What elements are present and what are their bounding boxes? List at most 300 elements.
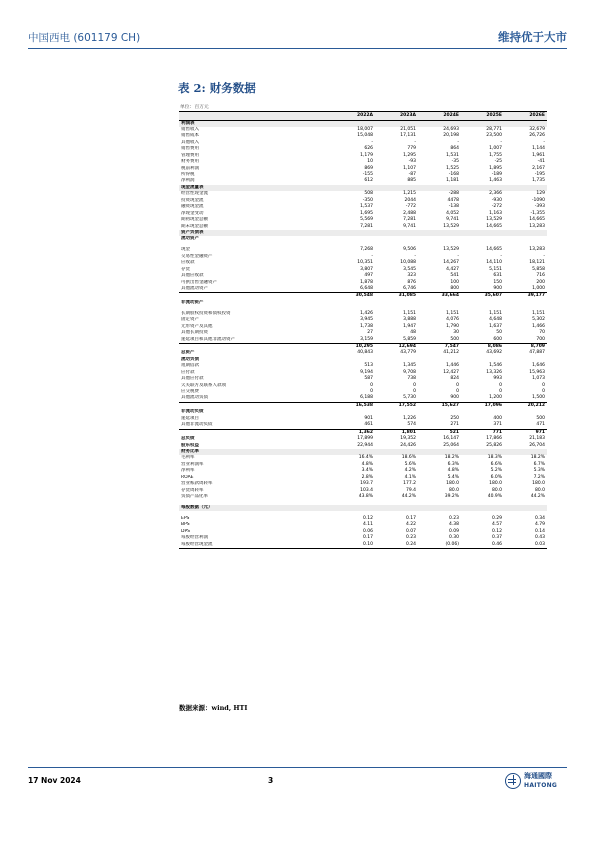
value-cell: 15,048 xyxy=(357,133,373,139)
value-cell: 4.8% xyxy=(361,461,373,467)
value-cell: 1,695 xyxy=(360,210,373,216)
value-cell: 10,088 xyxy=(400,260,416,266)
value-cell: 885 xyxy=(407,178,416,184)
value-cell: 0.29 xyxy=(491,515,502,521)
row-label: 应付款 xyxy=(181,369,195,375)
value-cell: 3,807 xyxy=(360,266,373,272)
value-cell: 3.4% xyxy=(361,468,373,474)
value-cell: 3,545 xyxy=(403,266,416,272)
header-cell: 2026E xyxy=(529,113,545,118)
row-label: 其他应付款 xyxy=(181,376,204,382)
value-cell: 25,064 xyxy=(443,442,459,448)
row-label: 递延项目和其他非流动资产 xyxy=(181,336,235,342)
value-cell: 21,051 xyxy=(400,126,416,132)
value-cell: 80.0 xyxy=(491,487,502,493)
value-cell: 1,878 xyxy=(360,279,373,285)
table-header-row xyxy=(179,111,547,121)
row-label: 其他长期投资 xyxy=(181,330,208,336)
row-label: 流动负债 xyxy=(181,356,199,362)
value-cell: 4.57 xyxy=(491,522,502,528)
value-cell: 17,096 xyxy=(484,402,502,408)
value-cell: 16,538 xyxy=(355,402,373,408)
value-cell: 180.0 xyxy=(446,481,459,487)
value-cell: 0 xyxy=(370,382,373,388)
value-cell: 1,200 xyxy=(489,395,502,401)
value-cell: 1,466 xyxy=(532,323,545,329)
value-cell: -25 xyxy=(494,159,502,165)
value-cell: 1,755 xyxy=(489,152,502,158)
value-cell: 4,427 xyxy=(446,266,459,272)
value-cell: 6,746 xyxy=(403,285,416,291)
value-cell: 4,076 xyxy=(446,317,459,323)
value-cell: 9,741 xyxy=(403,223,416,229)
value-cell: 26,704 xyxy=(529,442,545,448)
haitong-logo-icon xyxy=(505,773,521,789)
value-cell: 17,866 xyxy=(486,436,502,442)
row-label: 固定资产 xyxy=(181,317,199,323)
value-cell: 15,963 xyxy=(529,369,545,375)
row-label: 其他收入 xyxy=(181,139,199,145)
value-cell: 0.09 xyxy=(448,528,459,534)
value-cell: 1,463 xyxy=(489,178,502,184)
value-cell: 864 xyxy=(450,146,459,152)
financial-table xyxy=(179,111,547,549)
value-cell: -350 xyxy=(362,197,373,203)
value-cell: 1,215 xyxy=(403,191,416,197)
value-cell: 35,607 xyxy=(484,293,502,299)
value-cell: 43,779 xyxy=(400,350,416,356)
value-cell: 0.14 xyxy=(534,528,545,534)
value-cell: 20,198 xyxy=(443,133,459,139)
value-cell: 971 xyxy=(535,429,545,435)
value-cell: - xyxy=(500,253,502,259)
value-cell: 371 xyxy=(493,422,502,428)
value-cell: 13,326 xyxy=(486,369,502,375)
value-cell: 13,529 xyxy=(443,223,459,229)
value-cell: 6.6% xyxy=(490,461,502,467)
value-cell: 0.43 xyxy=(534,535,545,541)
value-cell: 27 xyxy=(367,330,373,336)
value-cell: 5,302 xyxy=(532,317,545,323)
value-cell: 1,179 xyxy=(360,152,373,158)
value-cell: 869 xyxy=(364,165,373,171)
value-cell: 993 xyxy=(493,376,502,382)
row-label: 非流动负债 xyxy=(181,409,204,415)
value-cell: 26,726 xyxy=(529,133,545,139)
value-cell: 0.34 xyxy=(534,515,545,521)
row-label: 总资产 xyxy=(181,350,195,356)
value-cell: 70 xyxy=(539,330,545,336)
value-cell: 1,801 xyxy=(401,429,416,435)
value-cell: - xyxy=(371,139,373,145)
value-cell: 250 xyxy=(450,415,459,421)
value-cell: 43.8% xyxy=(358,494,373,499)
row-label: 每股经营现金流 xyxy=(181,541,213,547)
value-cell: - xyxy=(500,139,502,145)
row-label: 净现金变动 xyxy=(181,210,204,216)
row-label: 其他应收款 xyxy=(181,273,204,279)
value-cell: 39.2% xyxy=(444,494,459,499)
value-cell: 4.79 xyxy=(534,522,545,528)
table-body xyxy=(179,121,547,549)
table-end-rule xyxy=(179,548,547,549)
row-label: 期初现金总额 xyxy=(181,217,208,223)
value-cell: 0.10 xyxy=(362,541,373,547)
value-cell: 7,547 xyxy=(444,343,459,349)
value-cell: 7,281 xyxy=(403,217,416,223)
value-cell: 1,738 xyxy=(360,323,373,329)
value-cell: -930 xyxy=(491,197,502,203)
subtotal-row xyxy=(179,292,547,299)
value-cell: -168 xyxy=(448,172,459,177)
value-cell: 271 xyxy=(450,422,459,428)
value-cell: 13,529 xyxy=(486,217,502,223)
value-cell: 1,163 xyxy=(489,210,502,216)
value-cell: 25,826 xyxy=(486,442,502,448)
value-cell: 0 xyxy=(456,382,459,388)
value-cell: 0.30 xyxy=(448,535,459,541)
value-cell: 39,177 xyxy=(527,293,545,299)
row-label: 毛利率 xyxy=(181,455,195,461)
value-cell: 1,151 xyxy=(532,310,545,316)
value-cell: 574 xyxy=(407,422,416,428)
value-cell: 20,212 xyxy=(527,402,545,408)
value-cell: 10 xyxy=(367,159,373,165)
value-cell: 513 xyxy=(364,363,373,369)
value-cell: 180.0 xyxy=(532,481,545,487)
value-cell: 1,895 xyxy=(489,165,502,171)
value-cell: 4,648 xyxy=(489,317,502,323)
row-label: 所得税 xyxy=(181,172,195,177)
row-label: 利润表 xyxy=(181,120,195,126)
value-cell: 1,735 xyxy=(532,178,545,184)
row-label: EPS xyxy=(181,515,190,521)
value-cell: 0.06 xyxy=(362,528,373,534)
value-cell: -41 xyxy=(537,159,545,165)
value-cell: 0.03 xyxy=(534,541,545,547)
row-label: 销售成本 xyxy=(181,133,199,139)
row-label: 期末现金总额 xyxy=(181,223,208,229)
value-cell: 500 xyxy=(536,415,545,421)
value-cell: 541 xyxy=(450,273,459,279)
value-cell: 14,267 xyxy=(443,260,459,266)
value-cell: 5.3% xyxy=(533,468,545,474)
value-cell: 1,537 xyxy=(360,204,373,210)
value-cell: 9,708 xyxy=(403,369,416,375)
value-cell: 5.6% xyxy=(404,461,416,467)
value-cell: 6.7% xyxy=(533,461,545,467)
value-cell: 0.17 xyxy=(405,515,416,521)
row-label: 其他流动资产 xyxy=(181,285,208,291)
value-cell: 14,665 xyxy=(486,247,502,253)
value-cell: 471 xyxy=(536,422,545,428)
value-cell: 738 xyxy=(407,376,416,382)
value-cell: 9,194 xyxy=(360,369,373,375)
value-cell: 824 xyxy=(450,376,459,382)
row-label: 应收款 xyxy=(181,260,195,266)
value-cell: -195 xyxy=(534,172,545,177)
value-cell: 80.0 xyxy=(534,487,545,493)
value-cell: 18,007 xyxy=(357,126,373,132)
value-cell: -155 xyxy=(362,172,373,177)
value-cell: 1,226 xyxy=(403,415,416,421)
value-cell: 30,548 xyxy=(355,293,373,299)
value-cell: 17,899 xyxy=(357,436,373,442)
value-cell: 508 xyxy=(364,191,373,197)
value-cell: 1,151 xyxy=(403,310,416,316)
row-label: 短期借款 xyxy=(181,363,199,369)
value-cell: 1,107 xyxy=(403,165,416,171)
value-cell: 15,627 xyxy=(441,402,459,408)
value-cell: 6,648 xyxy=(360,285,373,291)
value-cell: 901 xyxy=(364,415,373,421)
value-cell: 0.07 xyxy=(405,528,416,534)
value-cell: 1,947 xyxy=(403,323,416,329)
header-cell: 2022A xyxy=(356,113,373,118)
value-cell: 12,427 xyxy=(443,369,459,375)
value-cell: 5,730 xyxy=(403,395,416,401)
value-cell: 18.6% xyxy=(401,455,416,461)
value-cell: 1,007 xyxy=(489,146,502,152)
value-cell: 323 xyxy=(407,273,416,279)
value-cell: -288 xyxy=(448,191,459,197)
row-label: 经营性现金流 xyxy=(181,191,208,197)
row-label: 可供出售金融资产 xyxy=(181,279,217,285)
value-cell: 19,352 xyxy=(400,436,416,442)
value-cell: 0.12 xyxy=(491,528,502,534)
row-label: 销售收入 xyxy=(181,126,199,132)
row-label: 应交税费 xyxy=(181,389,199,394)
value-cell: 5.2% xyxy=(490,468,502,474)
value-cell: 0 xyxy=(542,382,545,388)
value-cell: 22,944 xyxy=(357,442,373,448)
row-label: 净利润 xyxy=(181,178,195,184)
value-cell: 43,692 xyxy=(486,350,502,356)
value-cell: 10,295 xyxy=(355,343,373,349)
row-label: 资产负债表 xyxy=(181,229,204,235)
value-cell: 631 xyxy=(493,273,502,279)
value-cell: 700 xyxy=(536,336,545,342)
value-cell: 17,552 xyxy=(398,402,416,408)
value-cell: 12,694 xyxy=(398,343,416,349)
value-cell: 7.2% xyxy=(533,474,545,480)
value-cell: 2,366 xyxy=(489,191,502,197)
value-cell: 1,295 xyxy=(403,152,416,158)
value-cell: 1,790 xyxy=(446,323,459,329)
value-cell: 2044 xyxy=(404,197,416,203)
value-cell: 1,000 xyxy=(532,285,545,291)
value-cell: 47,887 xyxy=(529,350,545,356)
page-number: 3 xyxy=(268,776,274,785)
value-cell: -189 xyxy=(491,172,502,177)
value-cell: 4,052 xyxy=(446,210,459,216)
value-cell: 23,500 xyxy=(486,133,502,139)
value-cell: 626 xyxy=(364,146,373,152)
row-label: 流动资产 xyxy=(181,236,199,242)
value-cell: 3,945 xyxy=(360,317,373,323)
value-cell: -272 xyxy=(491,204,502,210)
value-cell: 32,679 xyxy=(529,126,545,132)
value-cell: 900 xyxy=(450,395,459,401)
value-cell: (0.06) xyxy=(445,541,459,547)
value-cell: 4.38 xyxy=(448,522,459,528)
value-cell: 7,268 xyxy=(360,247,373,253)
header-cell: 2024E xyxy=(443,113,459,118)
row-label: 财务费用 xyxy=(181,159,199,165)
value-cell: 1,500 xyxy=(532,395,545,401)
value-cell: 1,151 xyxy=(446,310,459,316)
row-label: 财务比率 xyxy=(181,448,199,454)
value-cell: 129 xyxy=(536,191,545,197)
value-cell: 41,212 xyxy=(443,350,459,356)
row-label: 存货周转率 xyxy=(181,487,204,493)
value-cell: 0.17 xyxy=(362,535,373,541)
value-cell: 0.12 xyxy=(362,515,373,521)
value-cell: 900 xyxy=(493,285,502,291)
value-cell: 13,283 xyxy=(529,223,545,229)
value-cell: 612 xyxy=(364,178,373,184)
value-cell: - xyxy=(543,253,545,259)
value-cell: 1,426 xyxy=(360,310,373,316)
value-cell: 2,167 xyxy=(532,165,545,171)
value-cell: 9,506 xyxy=(403,247,416,253)
value-cell: 6,188 xyxy=(360,395,373,401)
value-cell: -138 xyxy=(448,204,459,210)
row-label: 每股经营利润 xyxy=(181,535,208,541)
value-cell: - xyxy=(543,139,545,145)
row-label: ROAE xyxy=(181,474,194,480)
row-label: 存货 xyxy=(181,266,190,272)
value-cell: 600 xyxy=(493,336,502,342)
row-label: 其他流动负债 xyxy=(181,395,208,401)
value-cell: 1,362 xyxy=(358,429,373,435)
row-label: 营业账款周转率 xyxy=(181,481,213,487)
table-row xyxy=(179,286,547,292)
value-cell: 4.22 xyxy=(405,522,416,528)
value-cell: 79.4 xyxy=(405,487,416,493)
data-source-note: 数据来源：wind, HTI xyxy=(179,704,248,712)
value-cell: 5,859 xyxy=(403,336,416,342)
value-cell: 0 xyxy=(456,389,459,394)
value-cell: 2,488 xyxy=(403,210,416,216)
value-cell: 521 xyxy=(449,429,459,435)
value-cell: 2.8% xyxy=(361,474,373,480)
value-cell: 4.11 xyxy=(362,522,373,528)
value-cell: 200 xyxy=(536,279,545,285)
row-label: 递延项目 xyxy=(181,415,199,421)
value-cell: 18,121 xyxy=(529,260,545,266)
value-cell: -1,355 xyxy=(530,210,545,216)
value-cell: 5,569 xyxy=(360,217,373,223)
value-cell: 587 xyxy=(364,376,373,382)
value-cell: 4.8% xyxy=(447,468,459,474)
value-cell: 24,426 xyxy=(400,442,416,448)
row-label: 每股数据（元） xyxy=(181,504,213,510)
value-cell: 177.2 xyxy=(403,481,416,487)
value-cell: 40,843 xyxy=(357,350,373,356)
logo-chinese-text: 海通國際 xyxy=(524,772,552,780)
value-cell: 13,529 xyxy=(443,247,459,253)
row-label: 负债产品化率 xyxy=(181,494,208,499)
header-cell xyxy=(179,112,332,120)
value-cell: 9,741 xyxy=(446,217,459,223)
value-cell: -1090 xyxy=(531,197,545,203)
value-cell: 0.46 xyxy=(491,541,502,547)
table-row xyxy=(179,422,547,428)
row-label: 非流动资产 xyxy=(181,299,204,305)
row-label: DPS xyxy=(181,528,191,534)
value-cell: 497 xyxy=(364,273,373,279)
report-date: 17 Nov 2024 xyxy=(28,776,81,785)
row-label: 股东权益 xyxy=(181,442,199,448)
value-cell: 1,546 xyxy=(489,363,502,369)
value-cell: 40.9% xyxy=(487,494,502,499)
value-cell: 18.2% xyxy=(530,455,545,461)
value-cell: 31,085 xyxy=(398,293,416,299)
value-cell: 150 xyxy=(493,279,502,285)
row-label: 管理费用 xyxy=(181,152,199,158)
value-cell: 1,345 xyxy=(403,363,416,369)
row-label: 长期股权投资和债权投资 xyxy=(181,310,231,316)
value-cell: 4.1% xyxy=(404,474,416,480)
value-cell: 6.3% xyxy=(447,461,459,467)
value-cell: 14,665 xyxy=(486,223,502,229)
value-cell: 3,159 xyxy=(360,336,373,342)
table-row xyxy=(179,395,547,401)
value-cell: 0.37 xyxy=(491,535,502,541)
value-cell: 18.3% xyxy=(487,455,502,461)
value-cell: 876 xyxy=(407,279,416,285)
value-cell: 771 xyxy=(492,429,502,435)
value-cell: 800 xyxy=(450,285,459,291)
value-cell: 44.2% xyxy=(530,494,545,499)
header-cell: 2023A xyxy=(399,113,416,118)
subtotal-row xyxy=(179,402,547,409)
value-cell: 1,446 xyxy=(446,363,459,369)
value-cell: 0 xyxy=(499,389,502,394)
value-cell: 33,664 xyxy=(441,293,459,299)
value-cell: 16.4% xyxy=(358,455,373,461)
value-cell: 21,183 xyxy=(529,436,545,442)
value-cell: -393 xyxy=(534,204,545,210)
value-cell: 8,709 xyxy=(530,343,545,349)
rating-tagline: 维持优于大市 xyxy=(498,30,567,44)
company-ticker: 中国西电 (601179 CH) xyxy=(28,32,141,44)
table-row xyxy=(179,337,547,343)
value-cell: 14,110 xyxy=(486,260,502,266)
value-cell: 24,693 xyxy=(443,126,459,132)
value-cell: - xyxy=(457,139,459,145)
value-cell: 48 xyxy=(410,330,416,336)
value-cell: 10,351 xyxy=(357,260,373,266)
value-cell: 1,961 xyxy=(532,152,545,158)
value-cell: 18.2% xyxy=(444,455,459,461)
value-cell: -93 xyxy=(408,159,416,165)
value-cell: 500 xyxy=(450,336,459,342)
value-cell: 1,531 xyxy=(446,152,459,158)
value-cell: 0 xyxy=(542,389,545,394)
value-cell: 28,771 xyxy=(486,126,502,132)
subtotal-row xyxy=(179,429,547,436)
row-label: 欠关联方及联系人款项 xyxy=(181,382,226,388)
value-cell: 100 xyxy=(450,279,459,285)
value-cell: 16,147 xyxy=(443,436,459,442)
value-cell: - xyxy=(414,253,416,259)
value-cell: 8,086 xyxy=(487,343,502,349)
value-cell: -772 xyxy=(405,204,416,210)
value-cell: 180.0 xyxy=(489,481,502,487)
header-divider xyxy=(28,48,567,49)
